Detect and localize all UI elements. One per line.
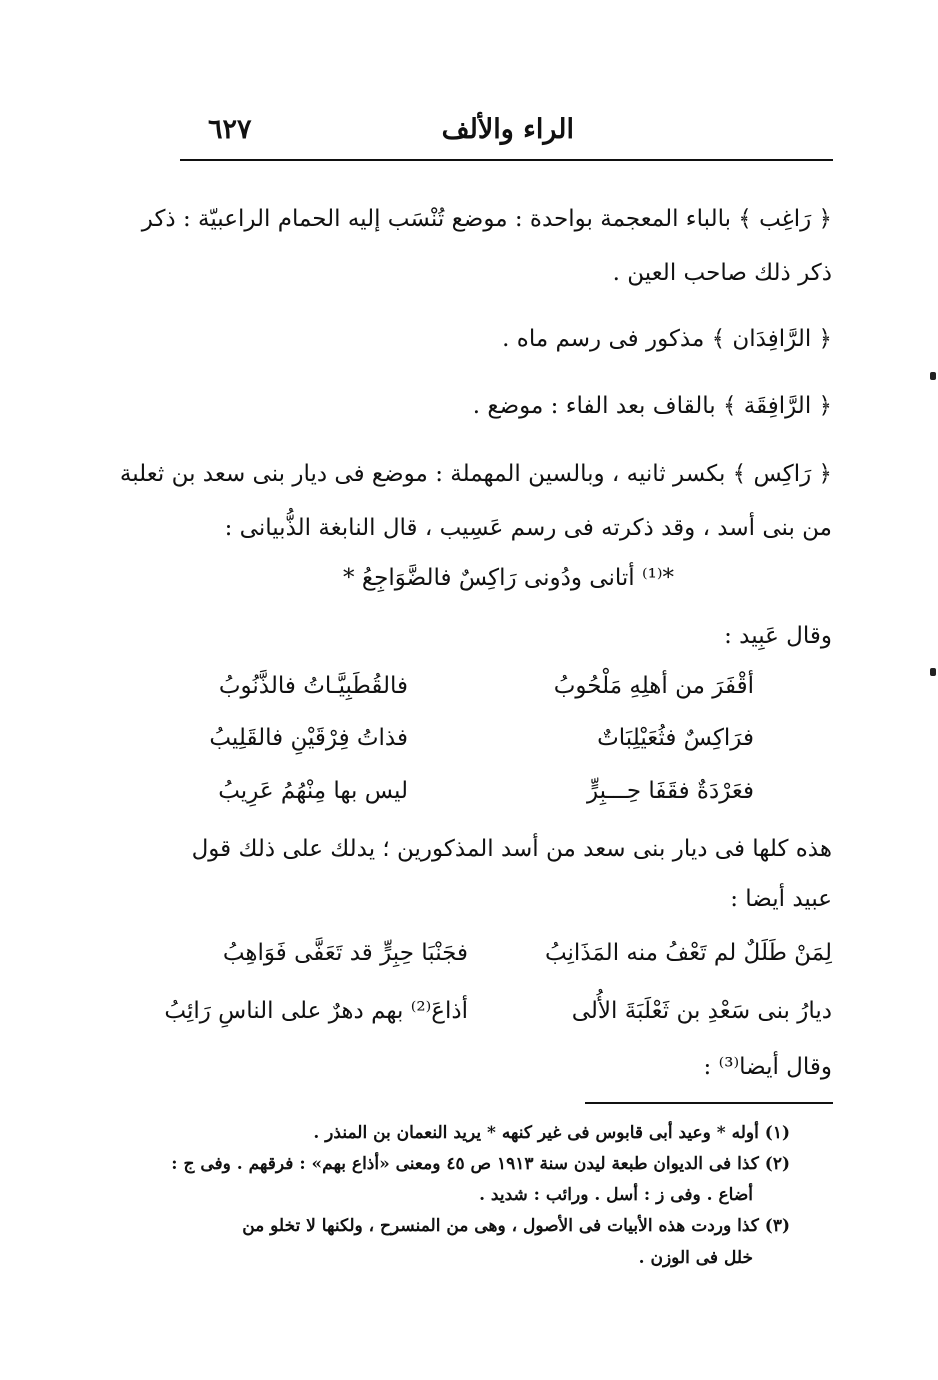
closing-line: وقال أيضا⁽³⁾ : xyxy=(703,1054,832,1080)
entry-raghib-line2: ذكر ذلك صاحب العين . xyxy=(612,260,832,286)
verse5-right: ديارُ بنى سَعْدِ بن ثَعْلَبَةَ الأُلى xyxy=(571,998,832,1024)
quote-nabigha: *⁽¹⁾ أتانى ودُونى رَاكِسٌ فالضَّوَاجِعُ * xyxy=(343,565,674,591)
running-title: الراء والألف xyxy=(441,114,574,145)
footnote-rule xyxy=(585,1102,833,1104)
page-number: ٦٢٧ xyxy=(208,114,252,145)
verse4-left: فجَنْبَا حِبِرٍّ قد تَعَفَّى فَوَاهِبُ xyxy=(222,940,468,966)
ubayd-intro: وقال عَبِيد : xyxy=(724,623,832,649)
verse5-left: أذاعَ⁽²⁾ بهم دهرٌ على الناسِ رَائِبُ xyxy=(164,998,468,1024)
entry-raghib-line1: ﴿ رَاغِب ﴾ بالباء المعجمة بواحدة : موضع تُنْسَب إليه الحمام الراعبيّة : ذكر xyxy=(141,206,832,232)
footnote-3-line1: (٣) كذا وردت هذه الأبيات فى الأصول ، وهى من المنسرح ، ولكنها لا تخلو من xyxy=(242,1216,790,1236)
scan-speck xyxy=(930,668,936,676)
footnote-2-line2: أضاع . وفى ز : أسل . ورائب : شديد . xyxy=(479,1185,753,1205)
verse1-left: فالقُطَبِيَّـاتُ فالذَّنُوبُ xyxy=(218,673,408,699)
entry-rakis-line1: ﴿ رَاكِس ﴾ بكسر ثانيه ، وبالسين المهملة : موضع فى ديار بنى سعد بن ثعلبة xyxy=(119,461,832,487)
footnote-1: (١) أوله * وعيد أبى قابوس فى غير كنهه * يريد النعمان بن المنذر . xyxy=(313,1123,790,1143)
verse2-right: فرَاكِسٌ فثُعَيْلِبَاتٌ xyxy=(597,725,754,751)
commentary-line2: عبيد أيضا : xyxy=(730,886,832,912)
footnote-2-line1: (٢) كذا فى الديوان طبعة ليدن سنة ١٩١٣ ص ٤٥ ومعنى «أذاع بهم» : فرقهم . وفى ج : xyxy=(171,1154,790,1174)
verse3-left: ليس بها مِنْهُمُ عَرِيبُ xyxy=(218,778,408,804)
entry-rafidan: ﴿ الرَّافِدَان ﴾ مذكور فى رسم ماه . xyxy=(502,326,832,352)
header-rule xyxy=(180,159,833,161)
verse3-right: فعَرْدَةٌ فقَفَا حِـــبِرٍّ xyxy=(586,778,754,804)
entry-rafiqa: ﴿ الرَّافِقَة ﴾ بالقاف بعد الفاء : موضع . xyxy=(472,393,832,419)
scan-speck xyxy=(930,372,936,380)
verse2-left: فذاتُ فِرْقَيْنِ فالقَلِيبُ xyxy=(209,725,408,751)
commentary-line1: هذه كلها فى ديار بنى سعد من أسد المذكورين ؛ يدلك على ذلك قول xyxy=(191,836,832,862)
footnote-3-line2: خلل فى الوزن . xyxy=(638,1248,753,1268)
verse1-right: أقْفَرَ من أهلِهِ مَلْحُوبُ xyxy=(553,673,754,699)
entry-rakis-line2: من بنى أسد ، وقد ذكرته فى رسم عَسِيب ، قال النابغة الذُّبيانى : xyxy=(224,515,832,541)
verse4-right: لِمَنْ طَلَلٌ لم تَعْفُ منه المَذَانِبُ xyxy=(544,940,832,966)
